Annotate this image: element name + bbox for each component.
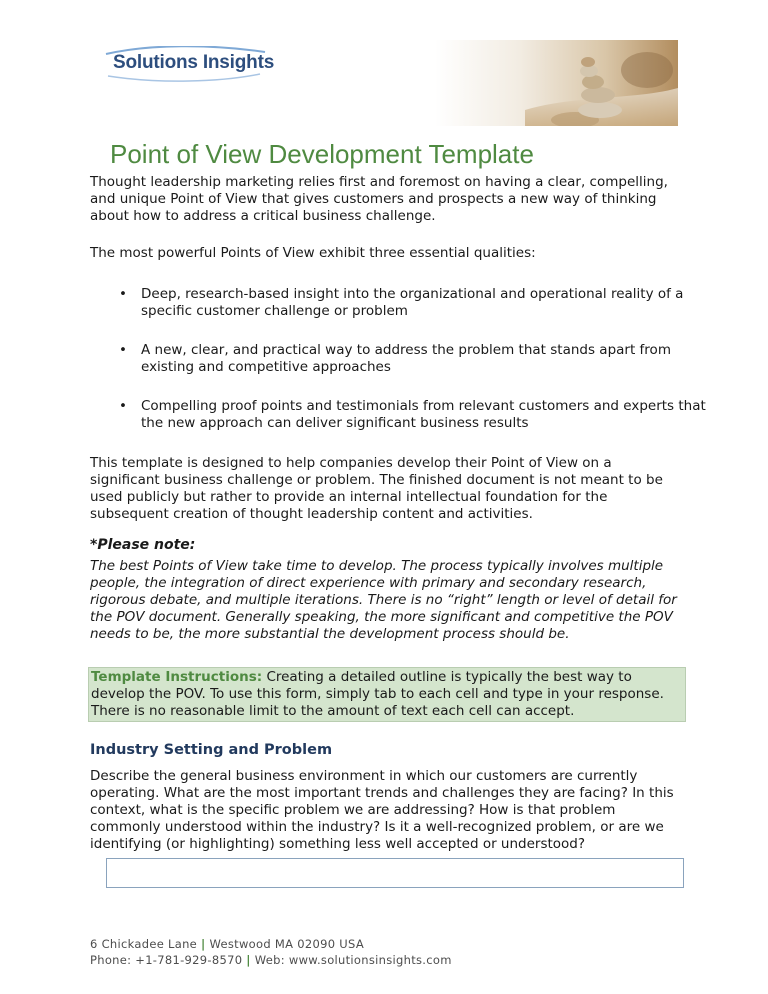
note-body: The best Points of View take time to develop. The process typically involves multiple people, the integration of direct experience with primary and secondary research, rigorous debate, and multiple iterations. There is no “right” length or level of detail for the POV document. Generally speaking, the more significant and competitive the POV needs to be, the more substantial the development process should be. xyxy=(90,558,677,642)
bullet-icon: • xyxy=(119,342,127,358)
footer-contact-line: Phone: +1-781-929-8570 | Web: www.solutionsinsights.com xyxy=(90,953,452,967)
footer-address-line: 6 Chickadee Lane | Westwood MA 02090 USA xyxy=(90,937,364,951)
purpose-paragraph: This template is designed to help companies develop their Point of View on a significant business challenge or problem. The finished document is not meant to be used publicly but rather to provide an internal intellectual foundation for the subsequent creation of thought leadership content and activities. xyxy=(90,455,663,522)
list-item: • Deep, research-based insight into the organizational and operational reality of a specific customer challenge or problem xyxy=(119,286,684,319)
page-title: Point of View Development Template xyxy=(110,139,534,170)
stacked-stones-photo xyxy=(435,40,678,126)
section-heading: Industry Setting and Problem xyxy=(90,742,333,758)
list-item: • Compelling proof points and testimonials from relevant customers and experts that the new approach can deliver significant business results xyxy=(119,398,706,431)
header-banner xyxy=(90,40,678,126)
industry-response-field[interactable] xyxy=(106,858,684,888)
instructions-label: Template Instructions: xyxy=(91,669,263,685)
list-item: • A new, clear, and practical way to address the problem that stands apart from existing and competitive approaches xyxy=(119,342,671,375)
footer xyxy=(90,936,452,968)
instructions-text: Creating a detailed outline is typically the best way to develop the POV. To use this form, simply tab to each cell and type in your response. There is no reasonable limit to the amount of text each cell can accept. xyxy=(91,669,664,719)
bullet-icon: • xyxy=(119,398,127,414)
intro-paragraph: Thought leadership marketing relies first and foremost on having a clear, compelling, and unique Point of View that gives customers and prospects a new way of thinking about how to address a critical business challenge. xyxy=(90,174,668,224)
template-instructions xyxy=(88,667,686,722)
note-heading: *Please note: xyxy=(90,537,196,553)
qualities-intro: The most powerful Points of View exhibit three essential qualities: xyxy=(90,245,536,261)
bullet-icon: • xyxy=(119,286,127,302)
section-description: Describe the general business environment in which our customers are currently operating. What are the most important trends and challenges they are facing? In this context, what is the specific problem we are addressing? How is that problem commonly understood within the industry? Is it a well-recognized problem, or are we identifying (or highlighting) something less well accepted or understood? xyxy=(90,768,674,852)
logo: Solutions Insights xyxy=(113,52,275,73)
